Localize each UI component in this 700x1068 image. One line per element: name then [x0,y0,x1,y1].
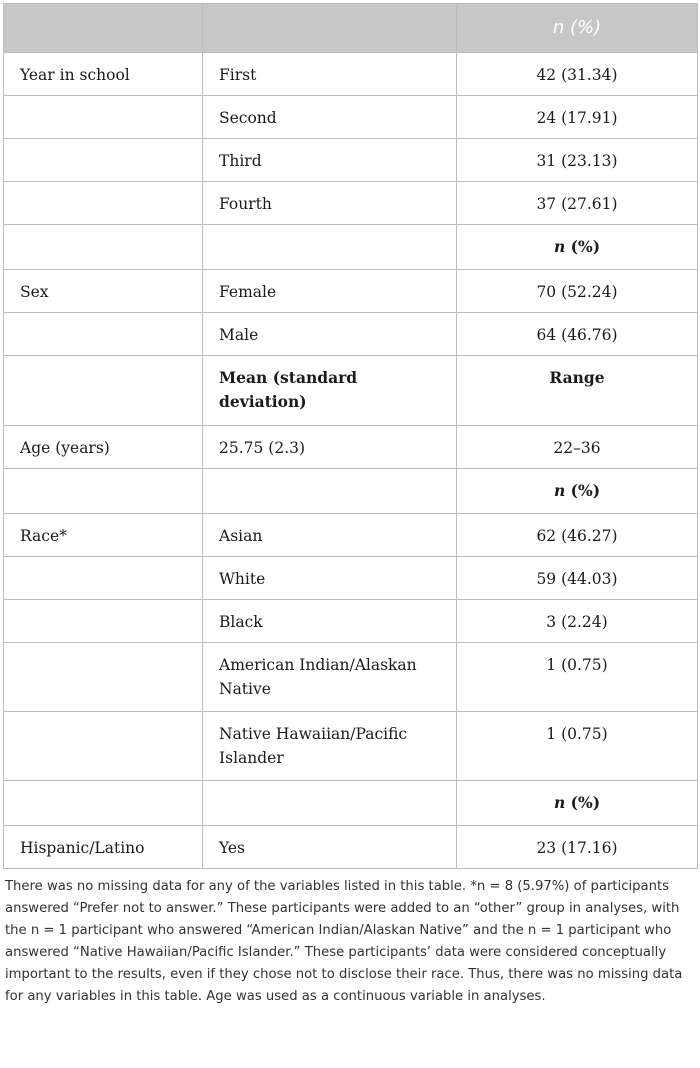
category-cell: Third [203,139,457,182]
empty-cell [4,139,203,182]
variable-label-age: Age (years) [4,426,203,469]
category-cell: Yes [203,826,457,869]
empty-cell [4,182,203,225]
empty-cell [203,469,457,514]
table-row [4,426,698,469]
value-cell: 37 (27.61) [457,182,698,225]
subheader-row [4,225,698,270]
table-row [4,139,698,182]
empty-cell [4,712,203,781]
category-cell: Second [203,96,457,139]
value-cell: 23 (17.16) [457,826,698,869]
table-row [4,270,698,313]
age-mean-sd-cell: 25.75 (2.3) [203,426,457,469]
subheader-row [4,781,698,826]
table-header-row [4,4,698,53]
variable-label-sex: Sex [4,270,203,313]
empty-cell [203,225,457,270]
subheader-range: Range [457,356,698,426]
table-row [4,557,698,600]
subheader-row [4,356,698,426]
empty-cell [4,557,203,600]
category-cell: American Indian/Alaskan Native [203,643,457,712]
value-cell: 59 (44.03) [457,557,698,600]
value-cell: 31 (23.13) [457,139,698,182]
header-cell-1 [4,4,203,53]
category-cell: Male [203,313,457,356]
table-row [4,514,698,557]
value-cell: 70 (52.24) [457,270,698,313]
empty-cell [4,469,203,514]
variable-label-hispanic: Hispanic/Latino [4,826,203,869]
category-cell: Black [203,600,457,643]
value-cell: 64 (46.76) [457,313,698,356]
empty-cell [4,96,203,139]
category-cell: Asian [203,514,457,557]
empty-cell [4,313,203,356]
empty-cell [4,600,203,643]
table-row [4,826,698,869]
variable-label-year: Year in school [4,53,203,96]
value-cell: 1 (0.75) [457,643,698,712]
subheader-mean-sd: Mean (standard deviation) [203,356,457,426]
subheader-n-percent: n (%) [457,225,698,270]
value-cell: 3 (2.24) [457,600,698,643]
subheader-n-percent: n (%) [457,781,698,826]
demographics-table [3,3,698,869]
subheader-row [4,469,698,514]
empty-cell [4,225,203,270]
subheader-n-percent: n (%) [457,469,698,514]
table-row [4,96,698,139]
table-row [4,53,698,96]
table-footnote: There was no missing data for any of the variables listed in this table. *n = 8 (5.97%) of participants answered “Prefer not to answer.” These participants were added to an “other” group in analyses, with the n = 1 participant who answered “American Indian/Alaskan Native” and the n = 1 participant who answered “Native Hawaiian/Pacific Islander.” These participants’ data were considered conceptually important to the results, even if they chose not to disclose their race. Thus, there was no missing data for any variables in this table. Age was used as a continuous variable in analyses. [5,879,683,1004]
category-cell: Fourth [203,182,457,225]
table-row [4,712,698,781]
category-cell: First [203,53,457,96]
value-cell: 42 (31.34) [457,53,698,96]
age-range-cell: 22–36 [457,426,698,469]
empty-cell [203,781,457,826]
empty-cell [4,356,203,426]
category-cell: White [203,557,457,600]
table-row [4,643,698,712]
header-cell-2 [203,4,457,53]
header-n-percent: n (%) [457,4,698,53]
table-row [4,313,698,356]
value-cell: 62 (46.27) [457,514,698,557]
variable-label-race: Race* [4,514,203,557]
empty-cell [4,643,203,712]
empty-cell [4,781,203,826]
value-cell: 24 (17.91) [457,96,698,139]
table-row [4,600,698,643]
value-cell: 1 (0.75) [457,712,698,781]
category-cell: Female [203,270,457,313]
table-row [4,182,698,225]
category-cell: Native Hawaiian/Pacific Islander [203,712,457,781]
